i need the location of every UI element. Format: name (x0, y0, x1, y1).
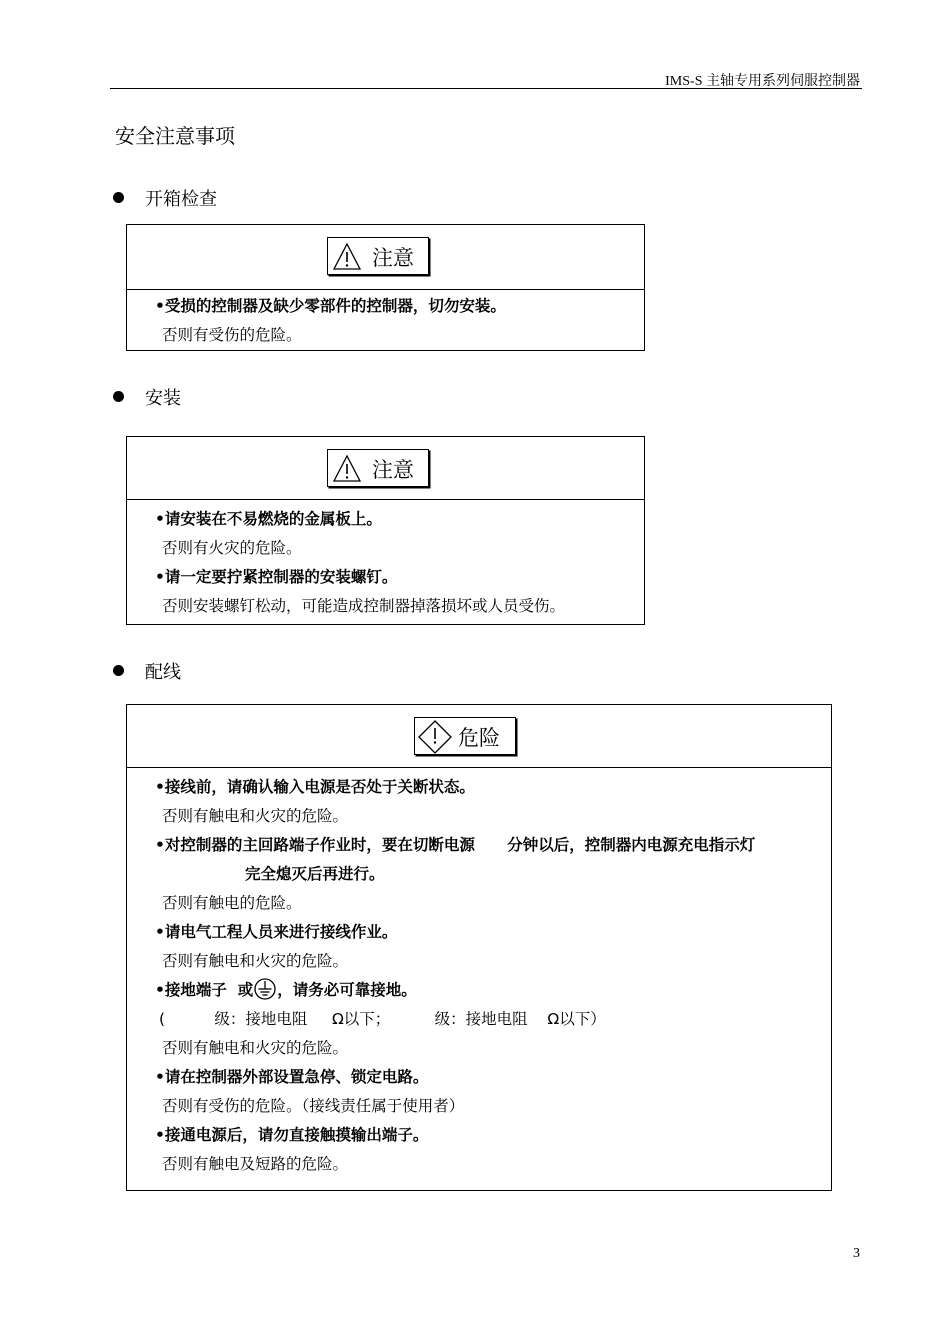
caution-box-installation (126, 436, 645, 625)
box-header (127, 437, 644, 500)
danger-item: •请在控制器外部设置急停、锁定电路。 (155, 1068, 429, 1086)
danger-item: •接通电源后，请勿直接触摸输出端子。 (155, 1126, 429, 1144)
caution-label: 注意 (327, 449, 429, 487)
danger-item: •接线前，请确认输入电源是否处于关断状态。 (155, 778, 475, 796)
danger-item-continued: 完全熄灭后再进行。 (245, 865, 385, 883)
section-heading-installation: 安装 (113, 384, 181, 410)
consequence-text: 否则安装螺钉松动，可能造成控制器掉落损坏或人员受伤。 (162, 597, 566, 615)
caution-item: •受损的控制器及缺少零部件的控制器，切勿安装。 (155, 297, 506, 315)
danger-diamond-icon (418, 720, 452, 754)
consequence-text: 否则有受伤的危险。（接线责任属于使用者） (162, 1097, 465, 1115)
caution-item: •请安装在不易燃烧的金属板上。 (155, 510, 382, 528)
warning-triangle-icon (333, 243, 361, 270)
bullet-icon (113, 391, 124, 402)
bullet-icon (113, 192, 124, 203)
warning-triangle-icon (333, 455, 361, 482)
danger-label: 危险 (414, 717, 516, 755)
header-rule (110, 88, 862, 89)
consequence-text: 否则有受伤的危险。 (162, 326, 302, 344)
box-body (127, 500, 644, 621)
page-number: 3 (853, 1246, 860, 1261)
header-title: IMS-S 主轴专用系列伺服控制器 (665, 74, 860, 89)
danger-item: •对控制器的主回路端子作业时，要在切断电源 分钟以后，控制器内电源充电指示灯 (155, 836, 756, 854)
consequence-text: 否则有触电和火灾的危险。 (162, 952, 349, 970)
consequence-text: 否则有触电的危险。 (162, 894, 302, 912)
box-body (127, 290, 644, 350)
section-heading-unpacking: 开箱检查 (113, 185, 217, 211)
consequence-text: 否则有触电和火灾的危险。 (162, 1039, 349, 1057)
grounding-spec-text: ( 级：接地电阻 Ω以下； 级：接地电阻 Ω以下） (159, 1010, 606, 1028)
page-title: 安全注意事项 (115, 124, 235, 148)
box-header (127, 705, 831, 768)
bullet-icon (113, 665, 124, 676)
ground-symbol-icon (254, 978, 276, 1000)
danger-item: •请电气工程人员来进行接线作业。 (155, 923, 398, 941)
danger-item-grounding: •接地端子 或 ，请务必可靠接地。 (127, 976, 831, 1005)
caution-box-unpacking (126, 224, 645, 351)
box-header (127, 225, 644, 290)
caution-item: •请一定要拧紧控制器的安装螺钉。 (155, 568, 398, 586)
consequence-text: 否则有火灾的危险。 (162, 539, 302, 557)
section-heading-wiring: 配线 (113, 658, 181, 684)
consequence-text: 否则有触电及短路的危险。 (162, 1155, 349, 1173)
caution-label: 注意 (327, 237, 429, 275)
danger-box-wiring (126, 704, 832, 1191)
box-body (127, 768, 831, 1179)
consequence-text: 否则有触电和火灾的危险。 (162, 807, 349, 825)
